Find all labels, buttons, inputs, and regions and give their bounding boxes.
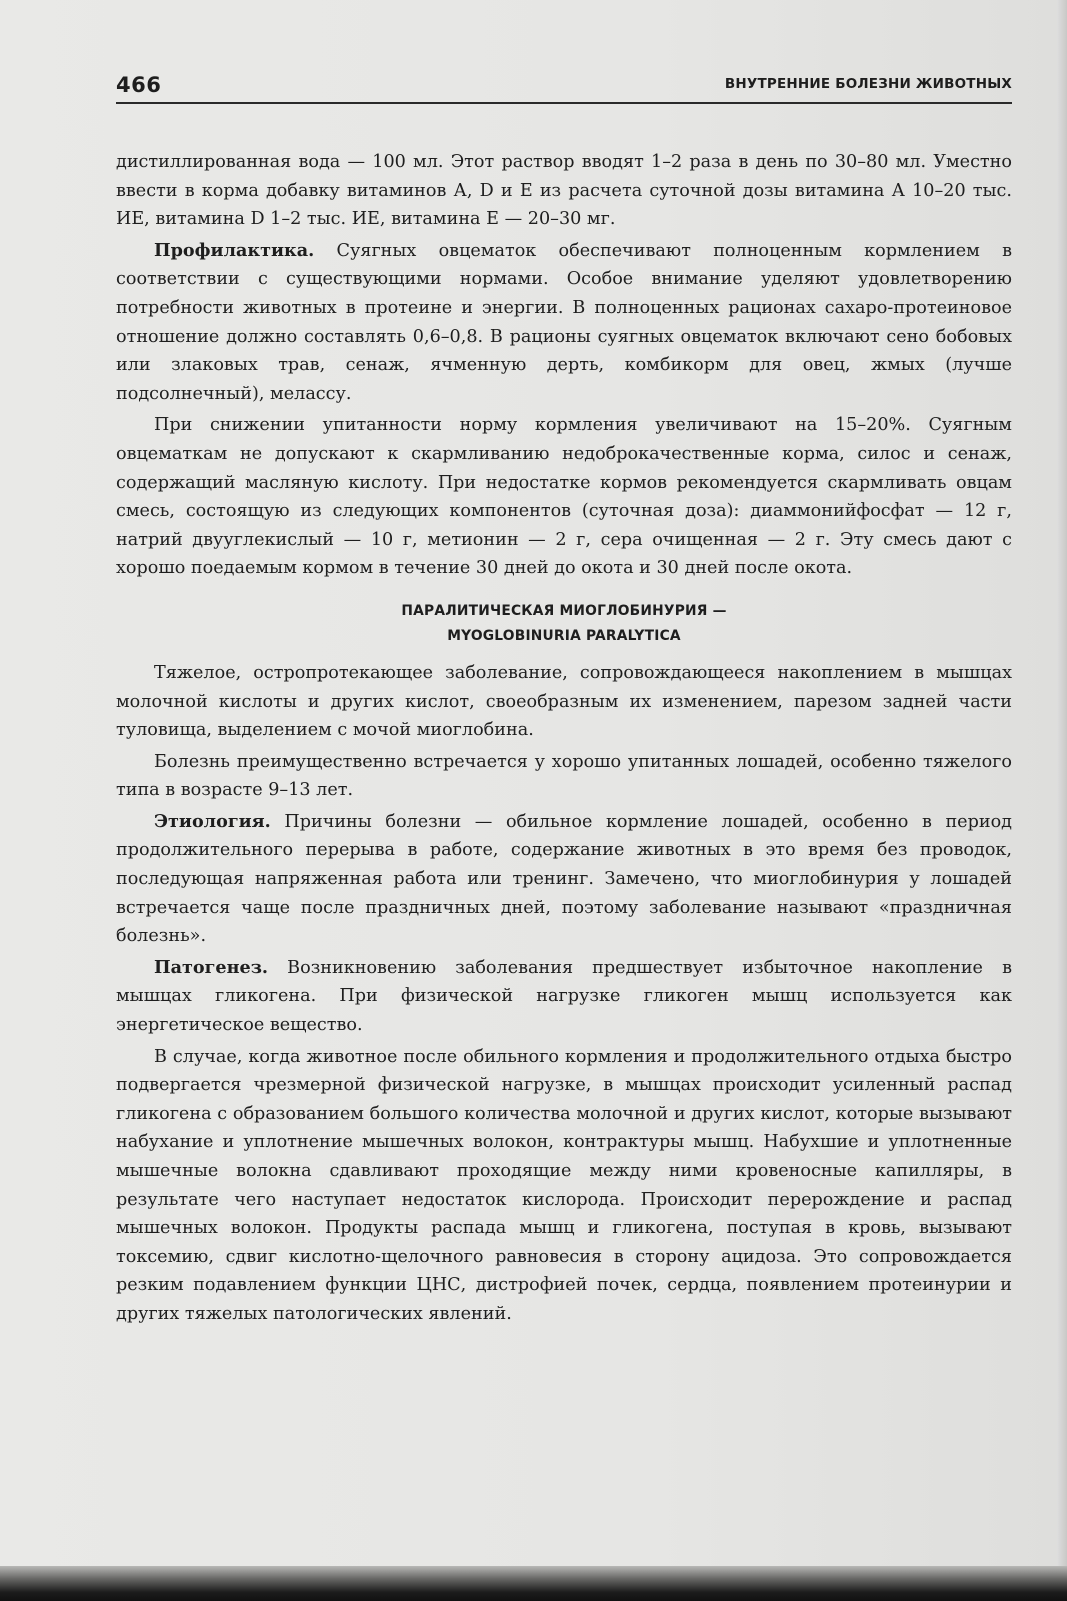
paragraph-heading: Этиология. <box>154 810 271 832</box>
paragraph-heading: Профилактика. <box>154 239 315 261</box>
page-number: 466 <box>116 73 162 97</box>
paragraph <box>116 659 1012 745</box>
page-right-edge <box>1057 0 1067 1566</box>
page-header <box>116 70 1012 104</box>
paragraph-text: Болезнь преимущественно встречается у хорошо упитанных лошадей, особенно тяжелого типа в возрасте 9–13 лет. <box>116 751 1012 801</box>
paragraph-pathogenesis <box>116 954 1012 1040</box>
paragraph-text: Тяжелое, остропротекающее заболевание, сопровождающееся накоплением в мышцах молочной кислоты и других кислот, своеобразным их изменением, парезом задней части туловища, выделением с мочой миоглобина. <box>116 662 1012 741</box>
paragraph-text: дистиллированная вода — 100 мл. Этот раствор вводят 1–2 раза в день по 30–80 мл. Уместно ввести в корма добавку витаминов А, D и Е из расчета суточной дозы витамина А 10–20 тыс. ИЕ, витамина D 1–2 тыс. ИЕ, витамина Е — 20–30 мг. <box>116 152 1012 230</box>
section-title-line: ПАРАЛИТИЧЕСКАЯ МИОГЛОБИНУРИЯ — <box>401 602 727 619</box>
scan-bottom-shadow <box>0 1566 1067 1601</box>
paragraph-etiology <box>116 808 1012 951</box>
paragraph-heading: Патогенез. <box>154 956 269 978</box>
paragraph-text: В случае, когда животное после обильного кормления и продолжительного отдыха быстро подвергается чрезмерной физической нагрузке, в мышцах происходит усиленный распад гликогена с образованием большого количества молочной и других кислот, которые вызывают набухание и уплотнение мышечных волокон, контрактуры мышц. Набухшие и уплотненные мышечные волокна сдавливают проходящие между ними кровеносные капилляры, в результате чего наступает недостаток кислорода. Происходит перерождение и распад мышечных волокон. Продукты распада мышц и гликогена, поступая в кровь, вызывают токсемию, сдвиг кислотно-щелочного равновесия в сторону ацидоза. Это сопровождается резким подавлением функции ЦНС, дистрофией почек, сердца, появлением протеинурии и других тяжелых патологических явлений. <box>116 1046 1012 1324</box>
running-title: ВНУТРЕННИЕ БОЛЕЗНИ ЖИВОТНЫХ <box>724 76 1012 92</box>
paragraph-text: Возникновению заболевания предшествует избыточное накопление в мышцах гликогена. При физической нагрузке гликоген мышц используется как энергетическое вещество. <box>116 957 1012 1036</box>
section-title-line: MYOGLOBINURIA PARALYTICA <box>447 627 681 644</box>
paragraph <box>116 748 1012 805</box>
paragraph-text: При снижении упитанности норму кормления увеличивают на 15–20%. Суягным овцематкам не допускают к скармливанию недоброкачественные корма, силос и сенаж, содержащий масляную кислоту. При недостатке кормов рекомендуется скармливать овцам смесь, состоящую из следующих компонентов (суточная доза): диаммонийфосфат — 12 г, натрий двууглекислый — 10 г, метионин — 2 г, сера очищенная — 2 г. Эту смесь дают с хорошо поедаемым кормом в течение 30 дней до окота и 30 дней после окота. <box>116 415 1012 579</box>
paragraph-prevention <box>116 237 1012 409</box>
paragraph-text: Суягных овцематок обеспечивают полноценным кормлением в соответствии с существующими нормами. Особое внимание уделяют удовлетворению потребности животных в протеине и энергии. В полноценных рационах сахаро-протеиновое отношение должно составлять 0,6–0,8. В рационы суягных овцематок включают сено бобовых или злаковых трав, сенаж, ячменную дерть, комбикорм для овец, жмых (лучше подсолнечный), мелассу. <box>116 240 1012 404</box>
paragraph-text: Причины болезни — обильное кормление лошадей, особенно в период продолжительного перерыва в работе, содержание животных в это время без проводок, последующая напряженная работа или тренинг. Замечено, что миоглобинурия у лошадей встречается чаще после праздничных дней, поэтому заболевание называют «праздничная болезнь». <box>116 811 1012 947</box>
section-title <box>116 599 1012 649</box>
page-body <box>116 148 1012 1332</box>
paragraph <box>116 1043 1012 1329</box>
paragraph <box>116 411 1012 583</box>
paragraph <box>116 148 1012 234</box>
